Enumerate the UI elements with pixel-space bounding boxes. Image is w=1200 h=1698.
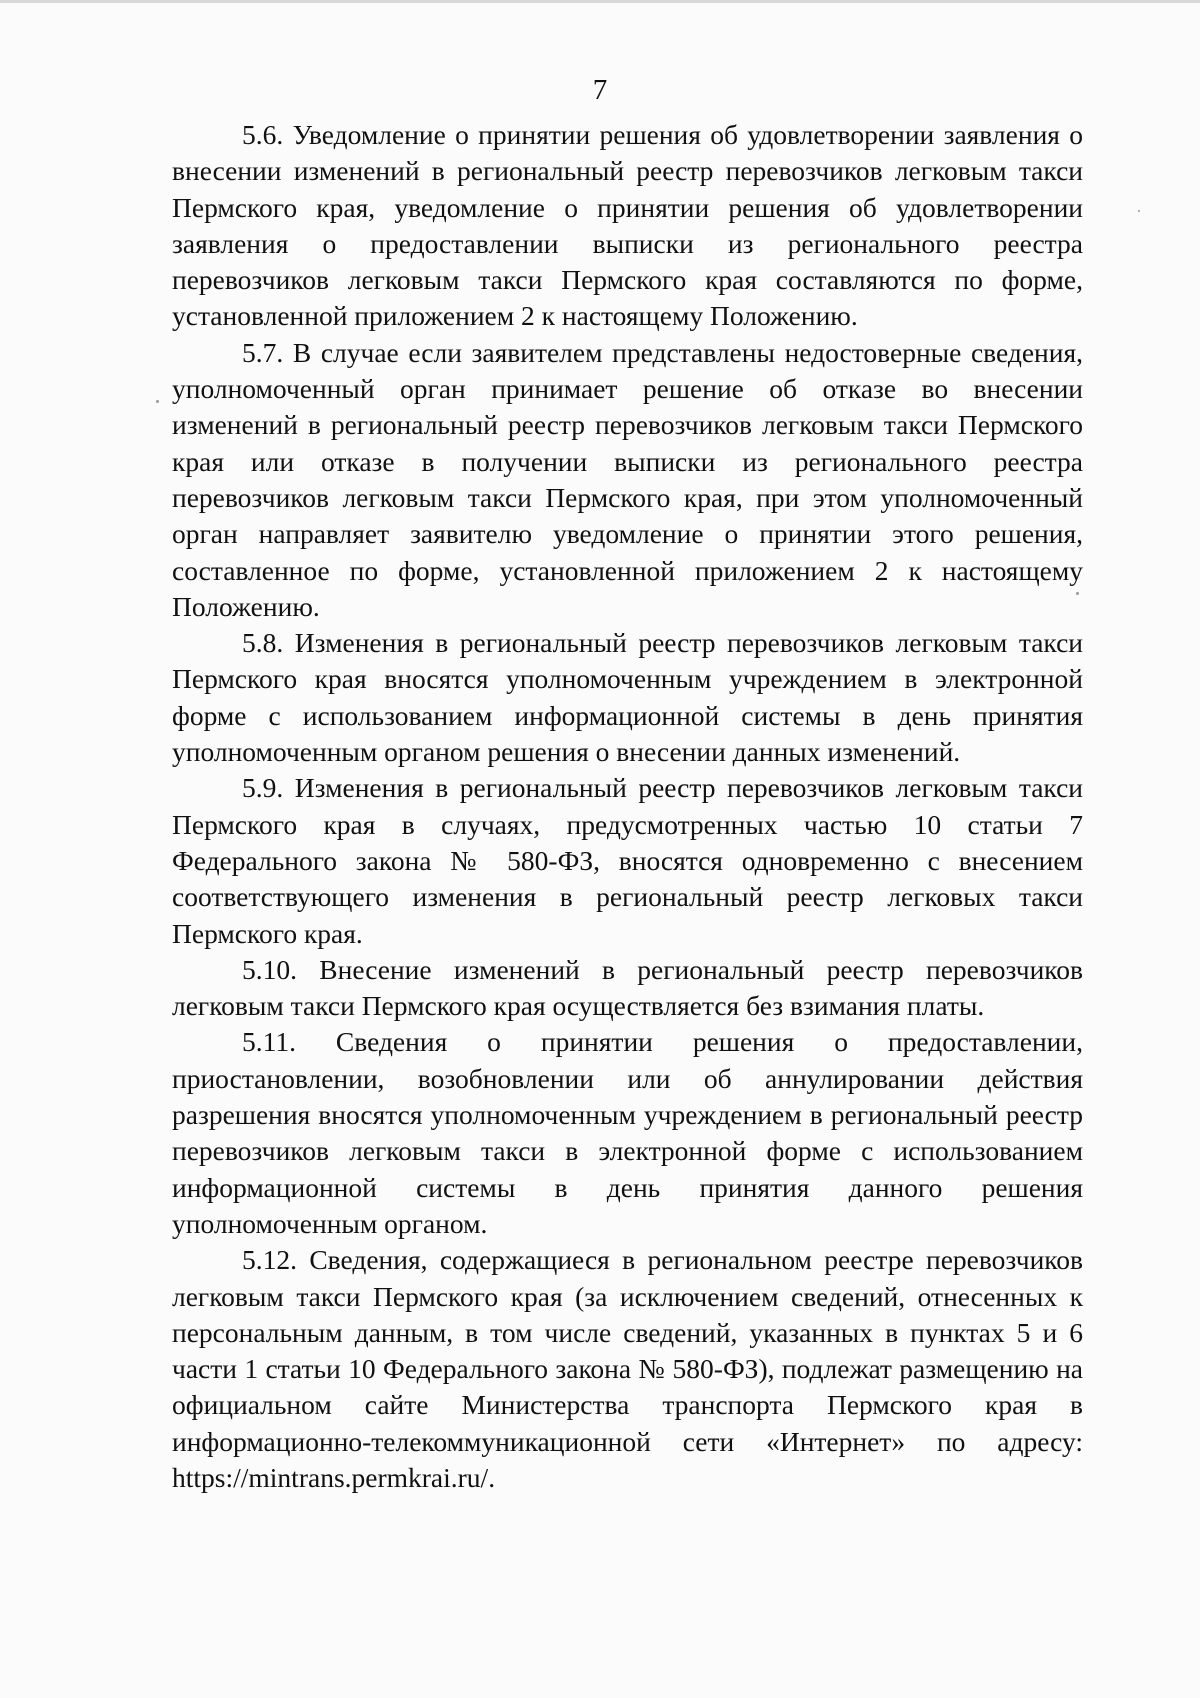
scan-speck bbox=[1076, 592, 1079, 595]
document-body bbox=[172, 117, 1083, 1496]
scan-top-edge bbox=[0, 0, 1200, 3]
scan-speck bbox=[1138, 210, 1140, 212]
paragraph-5-11: 5.11. Сведения о принятии решения о предоставлении, приостановлении, возобновлении или об аннулировании действия разрешения вносятся уполномоченным учреждением в региональный реестр перевозчиков легковым такси в электронной форме с использованием информационной системы в день принятия данного решения уполномоченным органом. bbox=[172, 1026, 1083, 1239]
paragraph-5-12: 5.12. Сведения, содержащиеся в региональном реестре перевозчиков легковым такси Пермского края (за исключением сведений, отнесенных к персональным данным, в том числе сведений, указанных в пунктах 5 и 6 части 1 статьи 10 Федерального закона № 580-ФЗ), подлежат размещению на официальном сайте Министерства транспорта Пермского края в информационно-телекоммуникационной сети «Интернет» по адресу: https://mintrans.permkrai.ru/. bbox=[172, 1244, 1083, 1493]
paragraph-5-7: 5.7. В случае если заявителем представлены недостоверные сведения, уполномоченный орган принимает решение об отказе во внесении изменений в региональный реестр перевозчиков легковым такси Пермского края или отказе в получении выписки из регионального реестра перевозчиков легковым такси Пермского края, при этом уполномоченный орган направляет заявителю уведомление о принятии этого решения, составленное по форме, установленной приложением 2 к настоящему Положению. bbox=[172, 336, 1083, 622]
scan-speck bbox=[156, 400, 159, 403]
paragraph-5-9: 5.9. Изменения в региональный реестр перевозчиков легковым такси Пермского края в случаях, предусмотренных частью 10 статьи 7 Федерального закона № 580-ФЗ, вносятся одновременно с внесением соответствующего изменения в региональный реестр легковых такси Пермского края. bbox=[172, 772, 1083, 949]
paragraph-5-8: 5.8. Изменения в региональный реестр перевозчиков легковым такси Пермского края вносятся уполномоченным учреждением в электронной форме с использованием информационной системы в день принятия уполномоченным органом решения о внесении данных изменений. bbox=[172, 627, 1083, 768]
paragraph-5-6: 5.6. Уведомление о принятии решения об удовлетворении заявления о внесении изменений в региональный реестр перевозчиков легковым такси Пермского края, уведомление о принятии решения об удовлетворении заявления о предоставлении выписки из регионального реестра перевозчиков легковым такси Пермского края составляются по форме, установленной приложением 2 к настоящему Положению. bbox=[172, 119, 1083, 332]
paragraph-5-10: 5.10. Внесение изменений в региональный реестр перевозчиков легковым такси Пермского края осуществляется без взимания платы. bbox=[172, 953, 1083, 1022]
page-number: 7 bbox=[592, 74, 608, 106]
